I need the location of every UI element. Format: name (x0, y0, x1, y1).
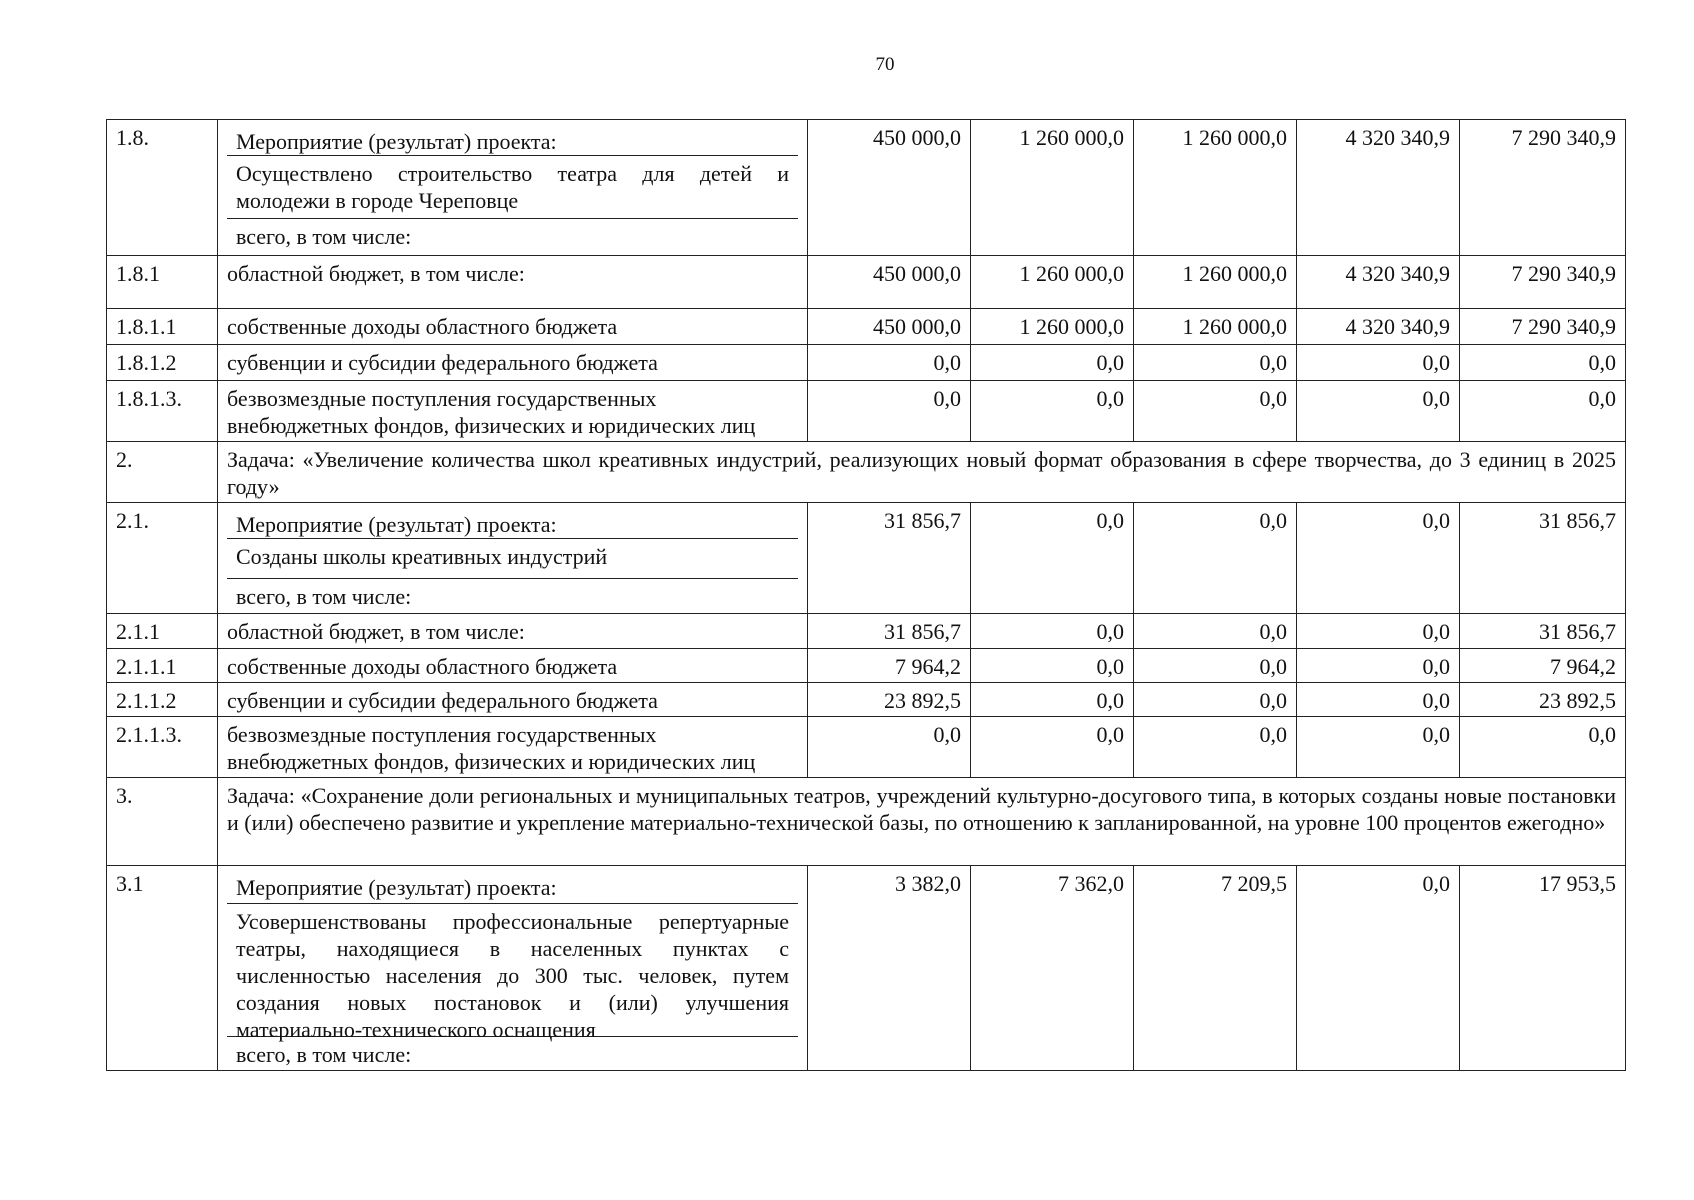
value-cell: 450 000,0 (808, 120, 971, 256)
table-row (107, 717, 1626, 778)
value-cell: 1 260 000,0 (1134, 256, 1297, 309)
value-cell: 0,0 (1134, 614, 1297, 649)
row-code: 3.1 (107, 866, 218, 1071)
row-code: 1.8. (107, 120, 218, 256)
value-cell: 1 260 000,0 (971, 309, 1134, 345)
table-row (107, 256, 1626, 309)
value-cell: 1 260 000,0 (1134, 309, 1297, 345)
value-cell: 31 856,7 (808, 503, 971, 614)
row-code: 2. (107, 442, 218, 503)
row-code: 1.8.1.3. (107, 381, 218, 442)
row-name: субвенции и субсидии федерального бюджета (218, 345, 808, 381)
total-cell: 0,0 (1460, 345, 1626, 381)
value-cell: 450 000,0 (808, 256, 971, 309)
value-cell: 0,0 (1134, 345, 1297, 381)
row-name: субвенции и субсидии федерального бюджета (218, 683, 808, 717)
value-cell: 0,0 (971, 503, 1134, 614)
row-code: 1.8.1.2 (107, 345, 218, 381)
value-cell: 0,0 (1134, 717, 1297, 778)
row-code: 2.1.1.1 (107, 649, 218, 683)
value-cell: 0,0 (1134, 683, 1297, 717)
value-cell: 0,0 (971, 614, 1134, 649)
value-cell: 0,0 (971, 649, 1134, 683)
task-text: Задача: «Увеличение количества школ креативных индустрий, реализующих новый формат образования в сфере творчества, до 3 единиц в 2025 году» (218, 442, 1626, 503)
value-cell: 0,0 (1134, 649, 1297, 683)
table-row (107, 778, 1626, 866)
row-name: областной бюджет, в том числе: (218, 256, 808, 309)
value-cell: 0,0 (971, 717, 1134, 778)
row-code: 3. (107, 778, 218, 866)
value-cell: 1 260 000,0 (971, 256, 1134, 309)
total-cell: 7 290 340,9 (1460, 309, 1626, 345)
total-cell: 23 892,5 (1460, 683, 1626, 717)
measure-title: Мероприятие (результат) проекта: (236, 512, 557, 537)
value-cell: 4 320 340,9 (1297, 309, 1460, 345)
measure-name-cell (218, 503, 808, 614)
task-text: Задача: «Сохранение доли региональных и муниципальных театров, учреждений культурно-досугового типа, в которых созданы новые постановки и (или) обеспечено развитие и укрепление материально-технической базы, по отношению к запланированной, на уровне 100 процентов ежегодно» (218, 778, 1626, 866)
value-cell: 4 320 340,9 (1297, 256, 1460, 309)
total-cell: 31 856,7 (1460, 614, 1626, 649)
value-cell: 31 856,7 (808, 614, 971, 649)
value-cell: 0,0 (1297, 503, 1460, 614)
row-name: областной бюджет, в том числе: (218, 614, 808, 649)
value-cell: 0,0 (971, 345, 1134, 381)
value-cell: 23 892,5 (808, 683, 971, 717)
value-cell: 0,0 (808, 381, 971, 442)
table-row (107, 120, 1626, 256)
table-row (107, 345, 1626, 381)
total-cell: 31 856,7 (1460, 503, 1626, 614)
value-cell: 0,0 (1297, 866, 1460, 1071)
row-name: безвозмездные поступления государственных внебюджетных фондов, физических и юридических лиц (218, 717, 808, 778)
value-cell: 0,0 (1297, 683, 1460, 717)
value-cell: 0,0 (1134, 503, 1297, 614)
table-row (107, 309, 1626, 345)
total-cell: 7 290 340,9 (1460, 256, 1626, 309)
value-cell: 0,0 (971, 381, 1134, 442)
row-code: 2.1. (107, 503, 218, 614)
row-code: 2.1.1.3. (107, 717, 218, 778)
row-code: 1.8.1.1 (107, 309, 218, 345)
measure-subtotal-label: всего, в том числе: (227, 578, 798, 611)
total-cell: 7 964,2 (1460, 649, 1626, 683)
table-row (107, 614, 1626, 649)
table-row (107, 503, 1626, 614)
row-name: собственные доходы областного бюджета (218, 649, 808, 683)
row-name: безвозмездные поступления государственных внебюджетных фондов, физических и юридических лиц (218, 381, 808, 442)
value-cell: 1 260 000,0 (971, 120, 1134, 256)
value-cell: 7 362,0 (971, 866, 1134, 1071)
value-cell: 4 320 340,9 (1297, 120, 1460, 256)
measure-description: Осуществлено строительство театра для детей и молодежи в городе Череповце (227, 155, 798, 218)
row-name: собственные доходы областного бюджета (218, 309, 808, 345)
value-cell: 0,0 (1134, 381, 1297, 442)
total-cell: 17 953,5 (1460, 866, 1626, 1071)
measure-title: Мероприятие (результат) проекта: (236, 129, 557, 154)
value-cell: 0,0 (1297, 381, 1460, 442)
value-cell: 0,0 (1297, 717, 1460, 778)
value-cell: 0,0 (971, 683, 1134, 717)
measure-name-cell (218, 866, 808, 1071)
total-cell: 0,0 (1460, 717, 1626, 778)
table-row (107, 683, 1626, 717)
value-cell: 0,0 (1297, 649, 1460, 683)
value-cell: 0,0 (808, 717, 971, 778)
value-cell: 0,0 (808, 345, 971, 381)
measure-title: Мероприятие (результат) проекта: (236, 875, 557, 900)
budget-table (106, 119, 1626, 1071)
total-cell: 7 290 340,9 (1460, 120, 1626, 256)
measure-name-cell (218, 120, 808, 256)
value-cell: 450 000,0 (808, 309, 971, 345)
row-code: 2.1.1 (107, 614, 218, 649)
page-number: 70 (875, 54, 895, 75)
row-code: 2.1.1.2 (107, 683, 218, 717)
measure-subtotal-label: всего, в том числе: (227, 1036, 798, 1068)
value-cell: 1 260 000,0 (1134, 120, 1297, 256)
value-cell: 0,0 (1297, 614, 1460, 649)
table-row (107, 649, 1626, 683)
row-code: 1.8.1 (107, 256, 218, 309)
measure-description: Усовершенствованы профессиональные репертуарные театры, находящиеся в населенных пунктах с численностью населения до 300 тыс. человек, путем создания новых постановок и (или) улучшения материально-технического оснащения (227, 903, 798, 1036)
table-row (107, 442, 1626, 503)
total-cell: 0,0 (1460, 381, 1626, 442)
measure-description: Созданы школы креативных индустрий (227, 538, 798, 578)
measure-subtotal-label: всего, в том числе: (227, 218, 798, 253)
value-cell: 3 382,0 (808, 866, 971, 1071)
value-cell: 7 964,2 (808, 649, 971, 683)
table-row (107, 381, 1626, 442)
value-cell: 7 209,5 (1134, 866, 1297, 1071)
table-row (107, 866, 1626, 1071)
value-cell: 0,0 (1297, 345, 1460, 381)
